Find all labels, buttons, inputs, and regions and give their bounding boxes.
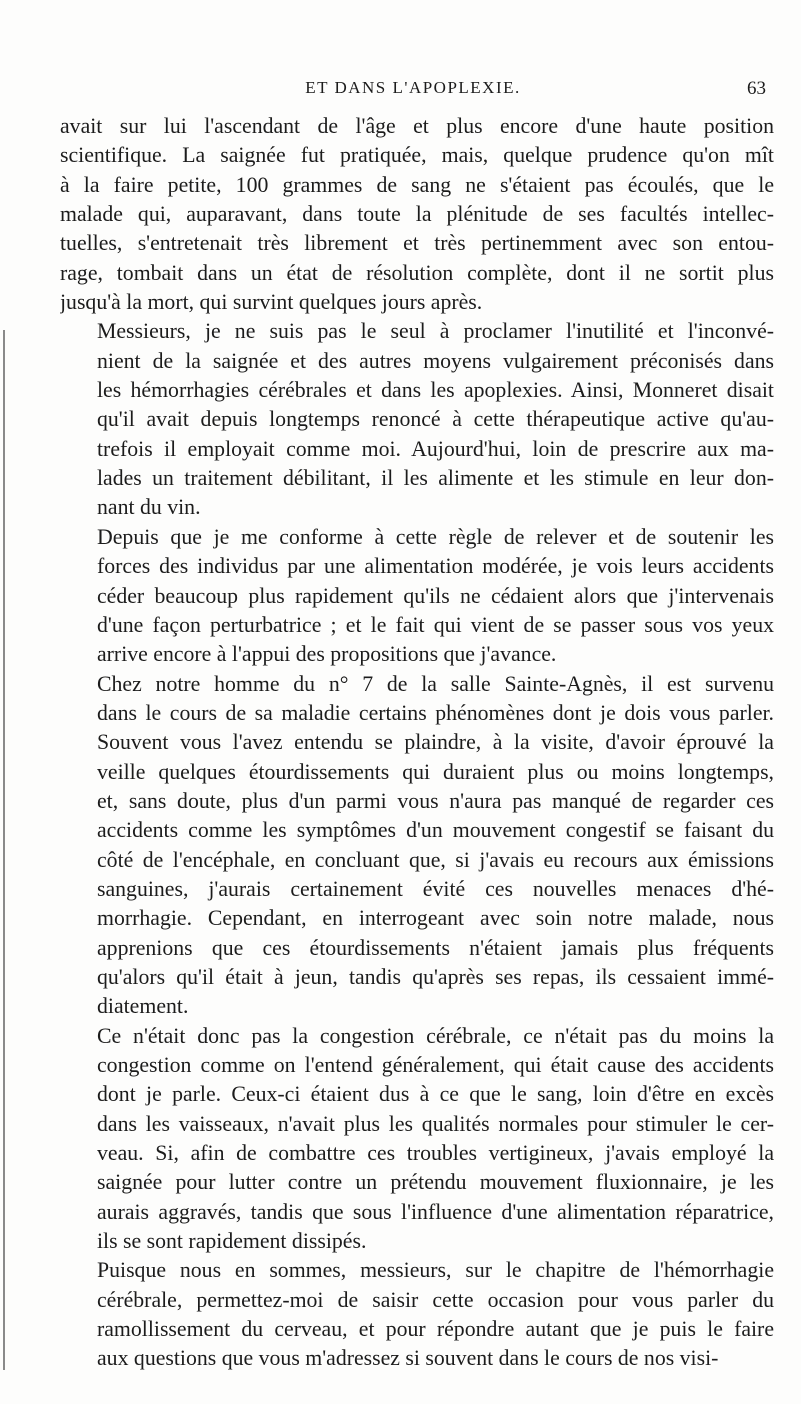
text-line: Puisque nous en sommes, messieurs, sur le chapitre de l'hémorrhagie	[97, 1258, 774, 1283]
text-line: veille quelques étourdissements qui duraient plus ou moins longtemps,	[97, 759, 774, 784]
text-line: jusqu'à la mort, qui survint quelques jours après.	[60, 290, 483, 315]
running-head: ET DANS L'APOPLEXIE.	[305, 78, 521, 97]
text-line: scientifique. La saignée fut pratiquée, mais, quelque prudence qu'on mît	[60, 143, 774, 168]
text-line: Ce n'était donc pas la congestion cérébrale, ce n'était pas du moins la	[97, 1023, 774, 1048]
page-header	[60, 78, 766, 102]
text-line: lades un traitement débilitant, il les alimente et les stimule en leur don-	[97, 466, 774, 491]
text-line: morrhagie. Cependant, en interrogeant avec soin notre malade, nous	[97, 906, 774, 931]
text-line: Depuis que je me conforme à cette règle de relever et de soutenir les	[97, 524, 774, 549]
page-number: 63	[747, 78, 766, 99]
text-line: malade qui, auparavant, dans toute la plénitude de ses facultés intellec-	[60, 202, 774, 227]
text-line: avait sur lui l'ascendant de l'âge et plus encore d'une haute position	[60, 114, 774, 138]
text-line: et, sans doute, plus d'un parmi vous n'aura pas manqué de regarder ces	[97, 788, 774, 813]
text-line: qu'il avait depuis longtemps renoncé à cette thérapeutique active qu'au-	[97, 407, 774, 432]
text-line: les hémorrhagies cérébrales et dans les apoplexies. Ainsi, Monneret disait	[97, 378, 774, 403]
text-line: cérébrale, permettez-moi de saisir cette occasion pour vous parler du	[97, 1287, 774, 1312]
text-line: aurais aggravés, tandis que sous l'influence d'une alimentation réparatrice,	[97, 1199, 774, 1224]
text-line: ramollissement du cerveau, et pour répondre autant que je puis le faire	[97, 1317, 774, 1342]
text-line: à la faire petite, 100 grammes de sang ne s'étaient pas écoulés, que le	[60, 172, 774, 197]
paragraph	[60, 1022, 774, 1257]
text-line: dans les vaisseaux, n'avait plus les qualités normales pour stimuler le cer-	[97, 1111, 774, 1136]
text-line: ils se sont rapidement dissipés.	[97, 1229, 367, 1254]
text-line: nient de la saignée et des autres moyens vulgairement préconisés dans	[97, 348, 774, 373]
paragraph	[60, 317, 774, 522]
text-line: qu'alors qu'il était à jeun, tandis qu'après ses repas, ils cessaient immé-	[97, 964, 774, 989]
text-line: forces des individus par une alimentation modérée, je vois leurs accidents	[97, 554, 774, 579]
text-line: Messieurs, je ne suis pas le seul à proclamer l'inutilité et l'inconvé-	[97, 319, 774, 344]
text-line: Souvent vous l'avez entendu se plaindre, à la visite, d'avoir éprouvé la	[97, 730, 774, 755]
text-line: trefois il employait comme moi. Aujourd'hui, loin de prescrire aux ma-	[97, 436, 774, 461]
text-line: accidents comme les symptômes d'un mouvement congestif se faisant du	[97, 818, 774, 843]
text-line: tuelles, s'entretenait très librement et très pertinemment avec son entou-	[60, 231, 774, 256]
text-line: d'une façon perturbatrice ; et le fait qui vient de se passer sous vos yeux	[97, 612, 774, 637]
text-line: aux questions que vous m'adressez si souvent dans le cours de nos visi-	[97, 1346, 719, 1371]
page-edge-shadow	[3, 330, 5, 1370]
text-line: sanguines, j'aurais certainement évité ces nouvelles menaces d'hé-	[97, 876, 774, 901]
text-line: veau. Si, afin de combattre ces troubles vertigineux, j'avais employé la	[97, 1141, 774, 1166]
text-line: arrive encore à l'appui des propositions que j'avance.	[97, 642, 557, 667]
text-line: dans le cours de sa maladie certains phénomènes dont je dois vous parler.	[97, 700, 774, 725]
paragraph	[60, 112, 774, 317]
text-line: côté de l'encéphale, en concluant que, si j'avais eu recours aux émissions	[97, 847, 774, 872]
text-line: nant du vin.	[97, 495, 201, 520]
body-text	[60, 112, 774, 1374]
paragraph	[60, 523, 774, 670]
text-line: dont je parle. Ceux-ci étaient dus à ce que le sang, loin d'être en excès	[97, 1082, 774, 1107]
text-line: apprenions que ces étourdissements n'étaient jamais plus fréquents	[97, 935, 774, 960]
paragraph	[60, 1256, 774, 1373]
text-line: Chez notre homme du n° 7 de la salle Sainte-Agnès, il est survenu	[97, 671, 774, 696]
text-line: diatement.	[97, 994, 189, 1019]
text-line: congestion comme on l'entend généralement, qui était cause des accidents	[97, 1053, 774, 1077]
text-line: saignée pour lutter contre un prétendu mouvement fluxionnaire, je les	[97, 1170, 774, 1195]
text-line: céder beaucoup plus rapidement qu'ils ne cédaient alors que j'intervenais	[97, 583, 774, 608]
paragraph	[60, 670, 774, 1022]
text-line: rage, tombait dans un état de résolution complète, dont il ne sortit plus	[60, 260, 774, 285]
